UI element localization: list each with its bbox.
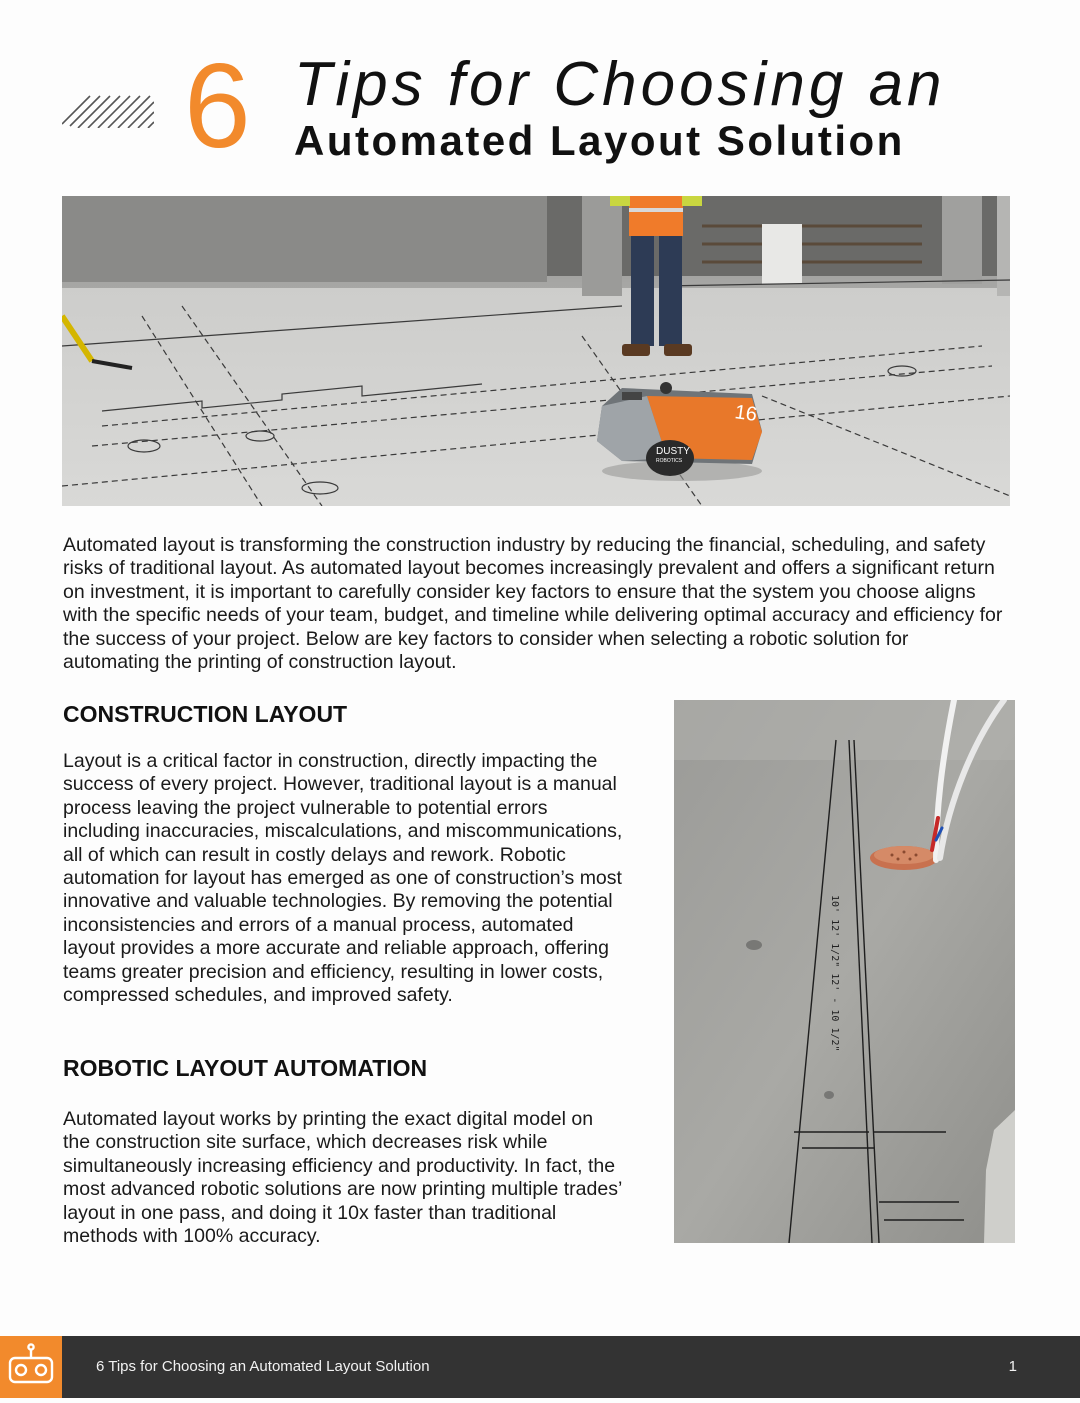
hatch-decoration: [62, 94, 154, 128]
intro-paragraph: Automated layout is transforming the construction industry by reducing the financial, scheduling, and safety risks of traditional layout. As automated layout becomes increasingly prevalent and offers a significant return on investment, it is important to carefully consider key factors to ensure that the system you choose aligns with the specific needs of your team, budget, and timeline while delivering optimal accuracy and efficiency for the success of your project. Below are key factors to consider when selecting a robotic solution for automating the printing of construction layout.: [63, 534, 1003, 674]
footer-title: 6 Tips for Choosing an Automated Layout Solution: [96, 1358, 430, 1375]
side-photo: [674, 700, 1015, 1243]
section-body-robotic-layout-automation: Automated layout works by printing the exact digital model on the construction site surface, which decreases risk while simultaneously increasing efficiency and productivity. In fact, the most advanced robotic solutions are now printing multiple trades’ layout in one pass, and doing it 10x faster than traditional methods with 100% accuracy.: [63, 1108, 622, 1248]
title-number: 6: [184, 39, 251, 173]
section-heading-robotic-layout-automation: ROBOTIC LAYOUT AUTOMATION: [63, 1055, 428, 1081]
footer: [0, 1336, 1080, 1398]
section-heading-construction-layout: CONSTRUCTION LAYOUT: [63, 701, 348, 727]
robot-logo-icon: [0, 1336, 62, 1398]
page-title-line1: Tips for Choosing an: [294, 50, 946, 119]
section-body-construction-layout: Layout is a critical factor in construction, directly impacting the success of every project. However, traditional layout is a manual process leaving the project vulnerable to potential errors including inaccuracies, miscalculations, and miscommunications, all of which can result in costly delays and rework. Robotic automation for layout has emerged as one of construction’s most innovative and valuable technologies. By removing the potential inconsistencies and errors of a manual process, automated layout provides a more accurate and reliable approach, offering teams greater precision and efficiency, resulting in lower costs, compressed schedules, and improved safety.: [63, 750, 623, 1007]
robot-number: 16: [733, 401, 759, 427]
page-title-line2: Automated Layout Solution: [294, 117, 905, 164]
robot-brand: DUSTY: [656, 446, 690, 457]
page-number: 1: [1008, 1358, 1017, 1375]
printed-dimension-text: 10' 12' 1/2" 12' - 10 1/2": [829, 895, 840, 1052]
robot-brand-sub: ROBOTICS: [656, 458, 683, 464]
hero-photo: [62, 196, 1010, 506]
